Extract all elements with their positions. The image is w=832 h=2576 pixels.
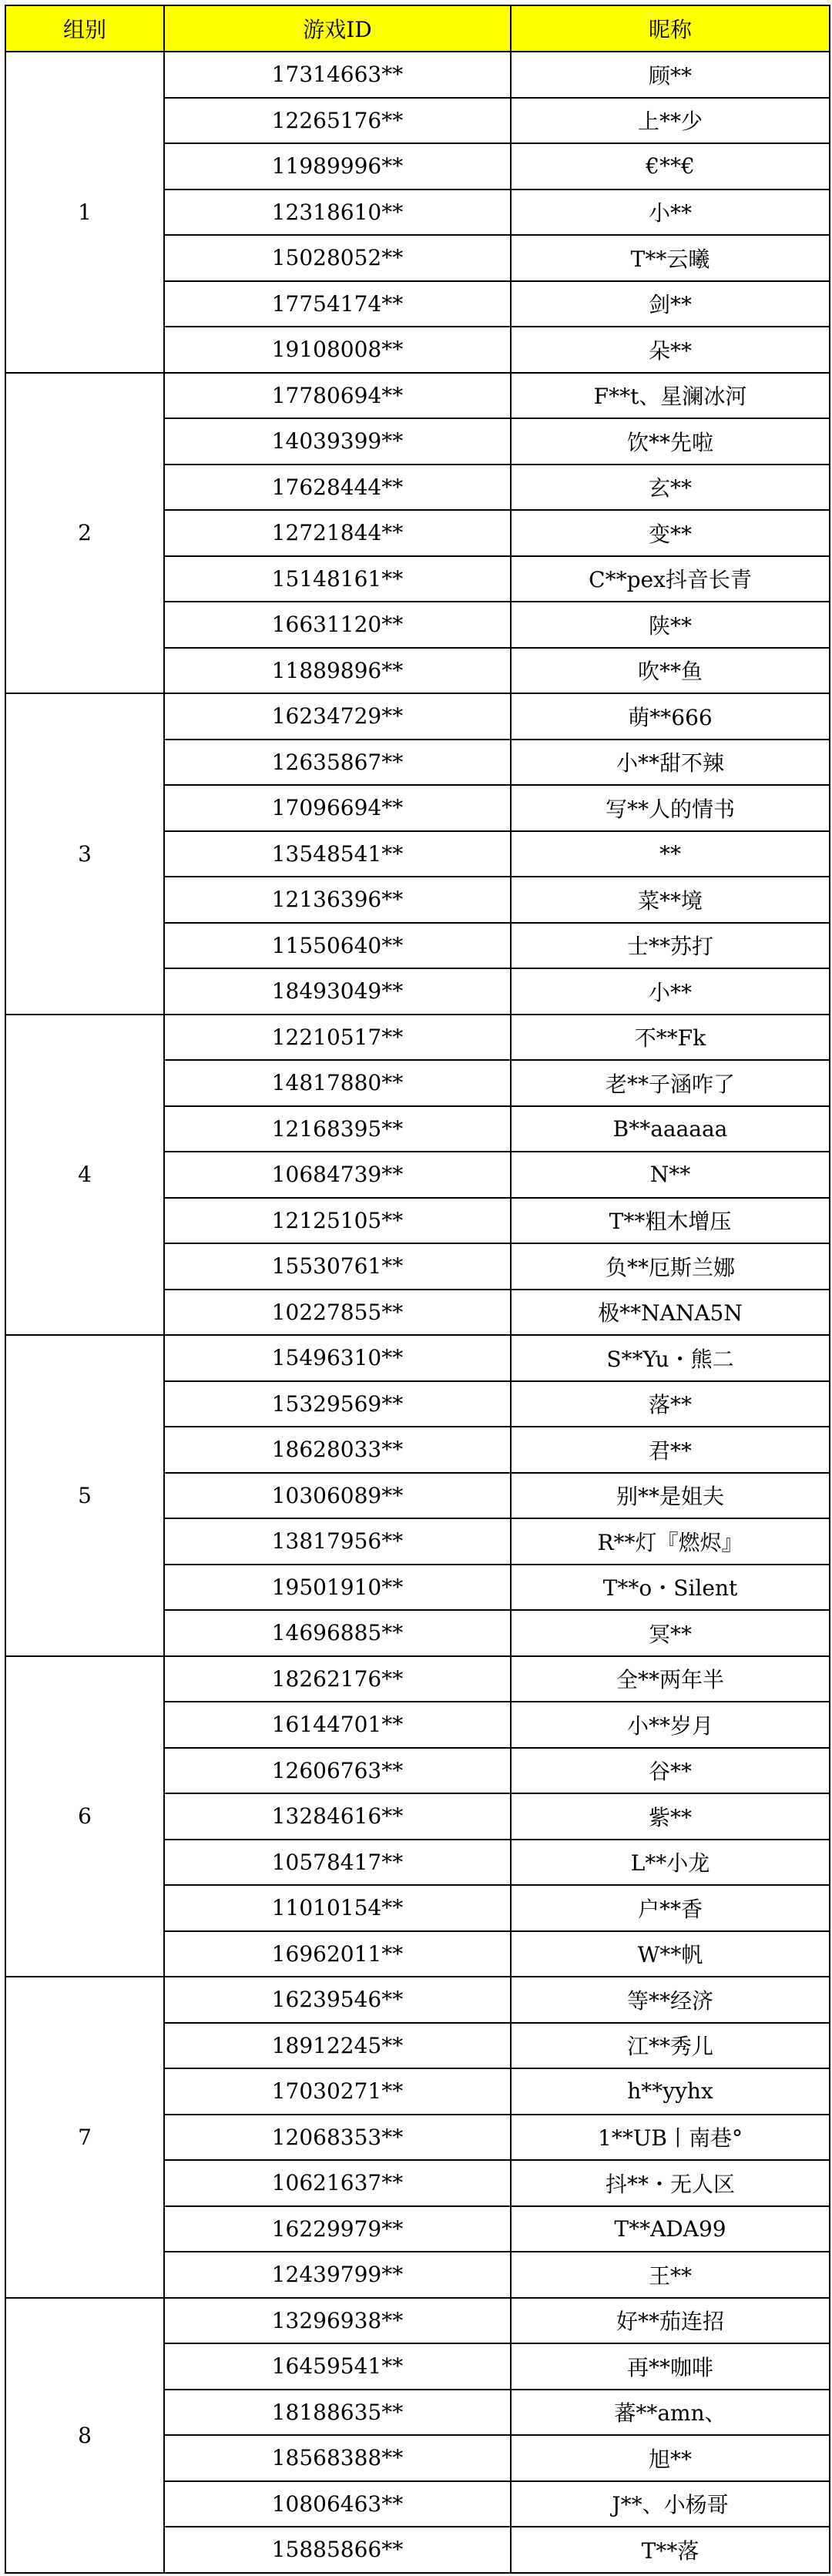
game-id-cell: 18188635** — [164, 2390, 511, 2436]
game-id-cell: 10806463** — [164, 2481, 511, 2527]
game-id-cell: 15496310** — [164, 1335, 511, 1381]
nickname-cell: F**t、星澜冰河 — [511, 373, 830, 419]
nickname-cell: 落** — [511, 1381, 830, 1427]
group-label: 6 — [5, 1656, 164, 1977]
group-table — [5, 5, 830, 2574]
game-id-cell: 11989996** — [164, 143, 511, 190]
nickname-cell: 写**人的情书 — [511, 785, 830, 831]
game-id-cell: 16962011** — [164, 1931, 511, 1977]
game-id-cell: 12635867** — [164, 740, 511, 786]
nickname-cell: 小** — [511, 190, 830, 236]
game-id-cell: 13284616** — [164, 1793, 511, 1840]
nickname-cell: N** — [511, 1152, 830, 1198]
game-id-cell: 10684739** — [164, 1152, 511, 1198]
game-id-cell: 13548541** — [164, 831, 511, 877]
nickname-cell: ** — [511, 831, 830, 877]
game-id-cell: 10578417** — [164, 1840, 511, 1886]
table-row — [5, 1977, 830, 2023]
nickname-cell: 别**是姐夫 — [511, 1473, 830, 1519]
game-id-cell: 18628033** — [164, 1427, 511, 1473]
nickname-cell: 紫** — [511, 1793, 830, 1840]
game-id-cell: 14817880** — [164, 1060, 511, 1106]
group-label: 5 — [5, 1335, 164, 1656]
table-row — [5, 373, 830, 419]
game-id-cell: 15148161** — [164, 556, 511, 602]
game-id-cell: 11010154** — [164, 1885, 511, 1931]
header-row — [5, 5, 830, 52]
nickname-cell: C**pex抖音长青 — [511, 556, 830, 602]
nickname-cell: T**ADA99 — [511, 2206, 830, 2252]
nickname-cell: 等**经济 — [511, 1977, 830, 2023]
nickname-cell: 老**子涵咋了 — [511, 1060, 830, 1106]
game-id-cell: 19108008** — [164, 327, 511, 373]
game-id-cell: 17030271** — [164, 2068, 511, 2115]
nickname-cell: J**、小杨哥 — [511, 2481, 830, 2527]
header-group: 组别 — [5, 5, 164, 52]
game-id-cell: 12125105** — [164, 1198, 511, 1244]
header-game-id: 游戏ID — [164, 5, 511, 52]
game-id-cell: 12265176** — [164, 98, 511, 144]
group-label: 1 — [5, 52, 164, 373]
game-id-cell: 16631120** — [164, 602, 511, 648]
nickname-cell: R**灯『燃烬』 — [511, 1518, 830, 1565]
group-label: 3 — [5, 693, 164, 1015]
nickname-cell: 变** — [511, 510, 830, 556]
nickname-cell: 吹**鱼 — [511, 648, 830, 694]
nickname-cell: T**云曦 — [511, 235, 830, 281]
nickname-cell: S**Yu・熊二 — [511, 1335, 830, 1381]
table-row — [5, 1335, 830, 1381]
game-id-cell: 17628444** — [164, 465, 511, 511]
nickname-cell: 玄** — [511, 465, 830, 511]
nickname-cell: 顾** — [511, 52, 830, 98]
game-id-cell: 12439799** — [164, 2252, 511, 2298]
nickname-cell: €**€ — [511, 143, 830, 190]
game-id-cell: 13296938** — [164, 2298, 511, 2344]
game-id-cell: 18493049** — [164, 968, 511, 1015]
nickname-cell: 谷** — [511, 1748, 830, 1794]
nickname-cell: 士**苏打 — [511, 923, 830, 969]
game-id-cell: 12210517** — [164, 1015, 511, 1061]
nickname-cell: T**粗木增压 — [511, 1198, 830, 1244]
nickname-cell: T**o・Silent — [511, 1565, 830, 1611]
table-row — [5, 1656, 830, 1702]
table-row — [5, 1015, 830, 1061]
nickname-cell: h**yyhx — [511, 2068, 830, 2115]
nickname-cell: 王** — [511, 2252, 830, 2298]
game-id-cell: 18912245** — [164, 2023, 511, 2069]
nickname-cell: 上**少 — [511, 98, 830, 144]
nickname-cell: 陕** — [511, 602, 830, 648]
nickname-cell: 小**岁月 — [511, 1702, 830, 1748]
table-body — [5, 52, 830, 2573]
game-id-cell: 12136396** — [164, 877, 511, 923]
nickname-cell: 负**厄斯兰娜 — [511, 1243, 830, 1290]
group-label: 8 — [5, 2298, 164, 2573]
table-row — [5, 693, 830, 740]
header-nickname: 昵称 — [511, 5, 830, 52]
nickname-cell: 君** — [511, 1427, 830, 1473]
game-id-cell: 15028052** — [164, 235, 511, 281]
nickname-cell: B**aaaaaa — [511, 1106, 830, 1152]
game-id-cell: 16234729** — [164, 693, 511, 740]
nickname-cell: T**落 — [511, 2527, 830, 2573]
nickname-cell: 萌**666 — [511, 693, 830, 740]
nickname-cell: L**小龙 — [511, 1840, 830, 1886]
group-label: 4 — [5, 1015, 164, 1336]
game-id-cell: 15885866** — [164, 2527, 511, 2573]
nickname-cell: 全**两年半 — [511, 1656, 830, 1702]
game-id-cell: 10227855** — [164, 1290, 511, 1336]
nickname-cell: 好**茄连招 — [511, 2298, 830, 2344]
game-id-cell: 17754174** — [164, 281, 511, 327]
game-id-cell: 12068353** — [164, 2115, 511, 2161]
game-id-cell: 10621637** — [164, 2160, 511, 2206]
nickname-cell: 小**甜不辣 — [511, 740, 830, 786]
game-id-cell: 15530761** — [164, 1243, 511, 1290]
nickname-cell: 剑** — [511, 281, 830, 327]
game-id-cell: 16239546** — [164, 1977, 511, 2023]
nickname-cell: 菜**境 — [511, 877, 830, 923]
game-id-cell: 11550640** — [164, 923, 511, 969]
game-id-cell: 18568388** — [164, 2435, 511, 2481]
nickname-cell: 蕃**amn、 — [511, 2390, 830, 2436]
nickname-cell: 抖**・无人区 — [511, 2160, 830, 2206]
nickname-cell: 不**Fk — [511, 1015, 830, 1061]
nickname-cell: 旭** — [511, 2435, 830, 2481]
nickname-cell: 极**NANA5N — [511, 1290, 830, 1336]
table-row — [5, 52, 830, 98]
game-id-cell: 16229979** — [164, 2206, 511, 2252]
game-id-cell: 15329569** — [164, 1381, 511, 1427]
nickname-cell: 户**香 — [511, 1885, 830, 1931]
game-id-cell: 13817956** — [164, 1518, 511, 1565]
game-id-cell: 19501910** — [164, 1565, 511, 1611]
game-id-cell: 11889896** — [164, 648, 511, 694]
nickname-cell: 饮**先啦 — [511, 418, 830, 465]
nickname-cell: 朵** — [511, 327, 830, 373]
game-id-cell: 12606763** — [164, 1748, 511, 1794]
game-id-cell: 12318610** — [164, 190, 511, 236]
game-id-cell: 12168395** — [164, 1106, 511, 1152]
game-id-cell: 16144701** — [164, 1702, 511, 1748]
nickname-cell: 冥** — [511, 1610, 830, 1656]
game-id-cell: 18262176** — [164, 1656, 511, 1702]
game-id-cell: 17314663** — [164, 52, 511, 98]
game-id-cell: 17096694** — [164, 785, 511, 831]
game-id-cell: 17780694** — [164, 373, 511, 419]
nickname-cell: W**帆 — [511, 1931, 830, 1977]
nickname-cell: 1**UB丨南巷° — [511, 2115, 830, 2161]
group-label: 7 — [5, 1977, 164, 2298]
nickname-cell: 江**秀儿 — [511, 2023, 830, 2069]
game-id-cell: 16459541** — [164, 2343, 511, 2390]
game-id-cell: 14696885** — [164, 1610, 511, 1656]
table-row — [5, 2298, 830, 2344]
game-id-cell: 14039399** — [164, 418, 511, 465]
nickname-cell: 再**咖啡 — [511, 2343, 830, 2390]
nickname-cell: 小** — [511, 968, 830, 1015]
game-id-cell: 10306089** — [164, 1473, 511, 1519]
group-label: 2 — [5, 373, 164, 694]
game-id-cell: 12721844** — [164, 510, 511, 556]
